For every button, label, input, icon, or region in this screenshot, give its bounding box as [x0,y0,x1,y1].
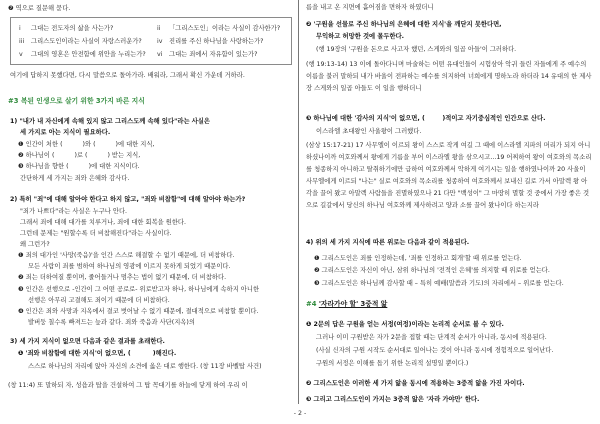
consequence-detail: 스스로 하나님의 자리에 앉아 자신의 소견에 옳은 대로 행한다. (창 11장 바벨탑 사건) [28,363,262,370]
section-4-tag: #4 [306,300,317,308]
question-number: ii [157,25,161,32]
section-4-item: ❷ 그리스도인은 이러한 세 가지 앎을 동시에 적용하는 3중적 앎을 가진 자이다. [306,380,525,387]
point-1-heading-cont: 세 가지로 아는 지식이 필요하다. [20,129,111,136]
point-1-heading: 1) "내가 내 자신에게 속해 있지 않고 그리스도께 속해 있다"라는 사실은 [10,118,210,125]
section-4-title: '자라가야 할' 3중적 앎 [318,300,388,308]
section-4-item: ❸ 그리고 그리스도인이 가지는 3중적 앎은 '자라 가야만' 한다. [306,396,480,403]
comfort-item: ❸ 그리스도인은 하나님께 감사할 때 – 특히 예배(말씀과 기도)의 자리에서 – 위로를 얻는다. [314,280,564,287]
question-number: vi [157,51,163,58]
question-item [19,37,142,46]
reason-item: ❶ 죄의 대가인 '사망(죽음)'을 인간 스스로 해결할 수 없기 때문에, 더 비참하다. [18,252,235,259]
question-text: 그대는 전도자의 삶을 사는가? [31,25,114,32]
consequence-item: ❸ 하나님에 대한 '감사의 지식'이 없으면, ( )적이고 자기중심적인 인간으로 산다. [306,115,546,122]
question-item [157,24,280,33]
point-2-line: 왜 그런가? [20,241,50,248]
section-4-detail: (사실 신자의 구원 시작도 순서대로 일어나는 것이 아니라 동시에 경험적으로 일어난다. [316,347,554,354]
section-3-title: 복된 인생으로 살기 위한 3가지 바른 지식 [20,97,145,105]
question-text: 진리를 주신 하나님을 사랑하는가? [169,38,264,45]
comfort-item: ❷ 그리스도인은 자신이 아닌, 삼위 하나님의 '전적인 은혜'를 의지할 때 위로를 얻는다. [314,267,550,274]
reason-detail: 선행은 아무리 고결해도 죄이기 때문에 더 비참하다. [28,297,170,304]
point-2-line: "죄가 나쁘다"라는 사실은 누구나 안다. [20,208,128,215]
knowledge-item: ❸ 하나님을 향한 ( )에 대한 지식이다. [18,163,140,170]
right-column [304,0,595,406]
question-number: v [19,51,23,58]
self-check-questions-box [10,17,292,65]
scripture-quote: (창 11:4) 또 말하되 자, 성읍과 탑을 건설하여 그 탑 꼭대기를 하늘에 닿게 하여 우리 이 [8,382,248,389]
consequence-detail: (행 19장의 '구원을 돈으로 사고자 했던, 스게와의 일곱 아들'이 그러하다. [316,46,517,53]
consequence-detail: 이스라엘 초대왕인 사울왕이 그러했다. [316,128,422,135]
consequence-item: ❷ '구원을 선물로 주신 하나님의 은혜에 대한 지식'을 깨닫지 못한다면, [306,21,502,28]
point-4-heading: 4) 위의 세 가지 지식에 따른 위로는 다음과 같이 적용된다. [306,239,470,246]
question-item [19,24,113,33]
section-3-heading [8,96,145,106]
section-4-item: ❶ 2문의 답은 구원을 얻는 서정(여정)이라는 논리적 순서로 볼 수 있다. [306,321,504,328]
consequence-item: ❶ '죄와 비참함에 대한 지식'이 없으면, ( )해진다. [18,350,177,357]
knowledge-item: ❷ 하나님이 ( )로 ( ) 받는 지식, [18,152,141,159]
section-4-detail: 구원의 서정은 이해를 돕기 위한 논리적 설명일 뿐이다.) [316,360,469,367]
question-text: 그대는 죄에서 자유함이 있는가? [169,51,258,58]
point-2-line: 그런데 문제는 "원할수록 더 비참해진다"라는 사실이다. [20,230,172,237]
section-3-tag: #3 [8,97,19,105]
question-text: 그리스도인이라는 사실이 자랑스러운가? [31,38,142,45]
question-item [157,50,257,59]
question-item [157,37,264,46]
question-item [19,50,146,59]
page-number: - 2 - [293,410,307,417]
reason-item: ❹ 인간은 죄와 사망과 지옥에서 결코 벗어날 수 없기 때문에, 절대적으로 비참할 뿐이다. [18,308,259,315]
point-2-heading: 2) 특히 "죄"에 대해 알아야 한다고 하지 않고, "죄와 비참함"에 대해 알아야 하는가? [10,196,246,203]
question-number: iii [19,38,25,45]
question-text: 「그리스도인」이라는 사실이 감사한가? [169,25,281,32]
left-column [6,0,294,404]
question-7-title: ❼ 역으로 질문해 묻다. [8,5,71,12]
scripture-quote-cont: 름을 내고 온 지면에 흩어짐을 면하자 하였더니 [306,4,434,11]
reason-item: ❷ 죄는 더하여질 뿐이며, 줄어들거나 멈추는 법이 없기 때문에, 더 비참하다. [18,274,227,281]
question-number: i [19,25,21,32]
scripture-quote-samuel: (삼상 15:17-21) 17 사무엘이 이르되 왕이 스스로 작게 여길 그 때에 이스라엘 지파의 머리가 되지 아니하셨나이까 여호와께서 왕에게 기름을 부어 이스라엘 왕을 삼으시고...19 어찌하여 왕이 여호와의 목소리를 청종하지 아니하고 탈취하기에만 급하여 여호와께서 악하게 여기시는 일을 행하였나이까 20 사울이 사무엘에게 이르되 "나는" 실로 여호와의 목소리를 청종하여 여호와께서 보내신 길로 가서 아말렉 왕 아각을 끌어 왔고 아말렉 사람들을 진멸하였으나 21 다만 "백성이" 그 마땅히 멸할 것 중에서 가장 좋은 것으로 길갈에서 당신의 하나님 여호와께 제사하려고 양과 소를 끌어 왔나이다 하는지라 [306,142,592,209]
question-number: iv [157,38,163,45]
reason-detail: 모든 사람이 죄를 범하여 하나님의 영광에 이르지 못하게 되었기 때문이다. [28,263,231,270]
exhortation-text: 여기에 답하지 못했다면, 다시 말씀으로 돌아가라. 배워라, 그래서 확신 가운데 거하라. [10,72,245,79]
point-2-line: 그래서 죄에 대해 대가를 치루거나, 죄에 대한 회복을 원한다. [20,219,187,226]
point-3-heading: 3) 세 가지 지식이 없으면 다음과 같은 결과를 초래한다. [10,338,165,345]
consequence-item-cont: 무익하고 허망한 것에 몰두한다. [316,33,405,40]
scripture-quote-acts: (행 19:13-14) 13 이에 돌아다니며 마술하는 어떤 유대인들이 시험삼아 악귀 들린 자들에게 주 예수의 이름을 불러 말하되 내가 바울이 전파하는 예수를 의지하여 너희에게 명하노라 하더라 14 유대의 한 제사장 스게와의 일곱 아들도 이 일을 행하더니 [306,61,592,92]
reason-item: ❸ 인간은 선행으로 -인간이 그 어떤 공로로- 위로받고자 하나, 하나님에게 속하지 아니한 [18,286,260,293]
point-1-summary: 간단하게 세 가지는 죄와 은혜와 감사다. [20,175,130,182]
comfort-item: ❶ 그리스도인은 죄를 인정하는데, '죄를 인정하고 회개'할 때 위로를 얻는다. [314,255,522,262]
question-text: 그대의 영혼은 안전함에 위안을 누리는가? [31,51,146,58]
knowledge-item: ❶ 인간이 처한 ( )와 ( )에 대한 지식, [18,141,155,148]
section-4-heading [306,299,387,309]
column-divider [298,0,299,404]
section-4-detail: 그러나 이미 구원받은 자가 2문을 접할 때는 단계적 순서가 아니라, 동시에 적용된다. [316,334,547,341]
reason-detail: 발버둥 칠수록 빠져드는 늪과 같다. 죄와 죽음과 사단(지옥)의 [28,319,195,326]
